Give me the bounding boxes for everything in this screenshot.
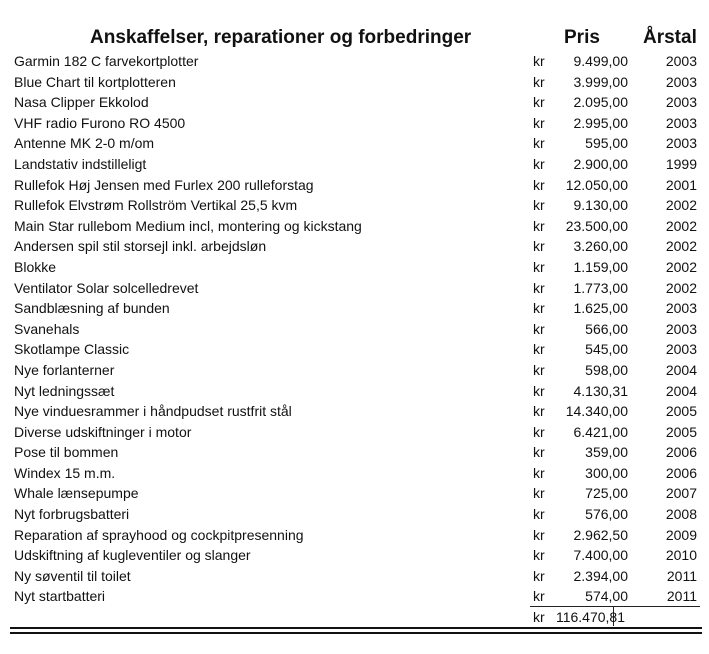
currency-label: kr: [533, 176, 545, 193]
year-value: 2004: [665, 361, 697, 378]
price-value: 359,00: [585, 444, 628, 461]
total-row: [0, 607, 709, 627]
item-description: Nyt forbrugsbatteri: [14, 506, 130, 523]
item-description: Nye vinduesrammer i håndpudset rustfrit stål: [14, 403, 292, 420]
item-description: Reparation af sprayhood og cockpitpresenning: [14, 526, 304, 543]
currency-label: kr: [533, 506, 545, 523]
price-column-header: Pris: [564, 27, 600, 48]
price-value: 1.625,00: [573, 300, 628, 317]
price-value: 566,00: [585, 320, 628, 337]
price-value: 3.999,00: [573, 73, 628, 90]
table-row: [0, 236, 709, 257]
currency-label: kr: [533, 588, 545, 605]
currency-label: kr: [533, 444, 545, 461]
currency-label: kr: [533, 217, 545, 234]
year-value: 2011: [666, 588, 697, 605]
item-description: Svanehals: [14, 320, 80, 337]
table-row: [0, 113, 709, 134]
year-value: 2003: [665, 300, 697, 317]
currency-label: kr: [533, 258, 545, 275]
table-row: [0, 422, 709, 443]
item-description: Diverse udskiftninger i motor: [14, 423, 192, 440]
table-row: [0, 257, 709, 278]
table-row: [0, 442, 709, 463]
item-description: VHF radio Furono RO 4500: [14, 114, 186, 131]
price-value: 574,00: [585, 588, 628, 605]
price-value: 4.130,31: [573, 382, 628, 399]
item-description: Andersen spil stil storsejl inkl. arbejdsløn: [14, 238, 267, 255]
item-description: Garmin 182 C farvekortplotter: [14, 53, 199, 69]
year-value: 2010: [665, 547, 697, 564]
currency-label: kr: [533, 485, 545, 502]
year-value: 2003: [665, 114, 697, 131]
table-row: [0, 463, 709, 484]
currency-label: kr: [533, 300, 545, 317]
price-value: 2.962,50: [573, 526, 628, 543]
item-description: Landstativ indstilleligt: [14, 155, 147, 172]
table-row: [0, 504, 709, 525]
price-value: 598,00: [585, 361, 628, 378]
total-amount: 116.470,81: [555, 609, 625, 625]
item-description: Antenne MK 2-0 m/om: [14, 135, 155, 152]
table-row: [0, 298, 709, 319]
year-value: 2002: [665, 217, 697, 234]
item-description: Nyt ledningssæt: [14, 382, 115, 399]
currency-label: kr: [533, 197, 545, 214]
year-value: 2003: [665, 53, 697, 69]
price-value: 1.159,00: [573, 258, 628, 275]
total-currency: kr: [533, 609, 545, 625]
currency-label: kr: [533, 135, 545, 152]
year-value: 2005: [665, 403, 697, 420]
year-value: 2006: [665, 444, 697, 461]
item-description: Ventilator Solar solcelledrevet: [14, 279, 199, 296]
table-row: [0, 319, 709, 340]
price-value: 2.095,00: [573, 94, 628, 111]
price-value: 1.773,00: [573, 279, 628, 296]
year-value: 2009: [665, 526, 697, 543]
price-value: 576,00: [585, 506, 628, 523]
year-value: 2003: [665, 73, 697, 90]
currency-label: kr: [533, 114, 545, 131]
price-value: 3.260,00: [573, 238, 628, 255]
price-value: 14.340,00: [565, 403, 628, 420]
currency-label: kr: [533, 567, 545, 584]
year-value: 1999: [665, 155, 697, 172]
table-row: [0, 525, 709, 546]
table-row: [0, 133, 709, 154]
currency-label: kr: [533, 238, 545, 255]
currency-label: kr: [533, 94, 545, 111]
item-description: Nyt startbatteri: [14, 588, 106, 605]
price-value: 2.900,00: [573, 155, 628, 172]
table-row: [0, 566, 709, 587]
year-value: 2005: [665, 423, 697, 440]
year-value: 2003: [665, 320, 697, 337]
table-title: Anskaffelser, reparationer og forbedringer: [90, 27, 472, 48]
item-description: Ny søventil til toilet: [14, 567, 131, 584]
currency-label: kr: [533, 403, 545, 420]
item-description: Nasa Clipper Ekkolod: [14, 94, 149, 111]
table-row: [0, 483, 709, 504]
currency-label: kr: [533, 341, 545, 358]
currency-label: kr: [533, 423, 545, 440]
item-description: Pose til bommen: [14, 444, 119, 461]
table-row: [0, 401, 709, 422]
year-value: 2008: [665, 506, 697, 523]
currency-label: kr: [533, 361, 545, 378]
currency-label: kr: [533, 464, 545, 481]
year-value: 2007: [665, 485, 697, 502]
currency-label: kr: [533, 279, 545, 296]
item-description: Rullefok Høj Jensen med Furlex 200 rulleforstag: [14, 176, 314, 193]
price-value: 9.499,00: [573, 53, 628, 69]
table-row: [0, 216, 709, 237]
year-value: 2004: [665, 382, 697, 399]
table-row: [0, 586, 709, 607]
year-value: 2006: [665, 464, 697, 481]
table-row: [0, 175, 709, 196]
price-value: 23.500,00: [565, 217, 628, 234]
price-value: 595,00: [585, 135, 628, 152]
item-description: Main Star rullebom Medium incl, montering og kickstang: [14, 217, 362, 234]
table-row: [0, 154, 709, 175]
table-row: [0, 381, 709, 402]
currency-label: kr: [533, 155, 545, 172]
table-row: [0, 545, 709, 566]
currency-label: kr: [533, 526, 545, 543]
price-value: 2.995,00: [573, 114, 628, 131]
item-description: Rullefok Elvstrøm Rollström Vertikal 25,5 kvm: [14, 197, 298, 214]
year-value: 2002: [665, 279, 697, 296]
price-value: 725,00: [585, 485, 628, 502]
item-description: Blue Chart til kortplotteren: [14, 73, 176, 90]
currency-label: kr: [533, 382, 545, 399]
price-value: 6.421,00: [573, 423, 628, 440]
price-value: 545,00: [585, 341, 628, 358]
table-row: [0, 51, 709, 72]
item-description: Nye forlanterner: [14, 361, 115, 378]
price-value: 300,00: [585, 464, 628, 481]
currency-label: kr: [533, 547, 545, 564]
double-underline-bottom: [10, 632, 702, 634]
table-row: [0, 360, 709, 381]
price-value: 7.400,00: [573, 547, 628, 564]
currency-label: kr: [533, 73, 545, 90]
year-value: 2001: [665, 176, 697, 193]
item-description: Windex 15 m.m.: [14, 464, 116, 481]
currency-label: kr: [533, 53, 545, 69]
double-underline-top: [10, 627, 702, 629]
currency-label: kr: [533, 320, 545, 337]
price-value: 9.130,00: [573, 197, 628, 214]
year-column-header: Årstal: [643, 27, 697, 48]
table-row: [0, 195, 709, 216]
item-description: Skotlampe Classic: [14, 341, 130, 358]
item-description: Blokke: [14, 258, 57, 275]
year-value: 2003: [665, 341, 697, 358]
year-value: 2002: [665, 238, 697, 255]
table-row: [0, 72, 709, 93]
table-row: [0, 278, 709, 299]
expense-table-body: [0, 51, 709, 607]
item-description: Sandblæsning af bunden: [14, 300, 170, 317]
year-value: 2003: [665, 135, 697, 152]
price-value: 12.050,00: [565, 176, 628, 193]
table-row: [0, 92, 709, 113]
year-value: 2003: [665, 94, 697, 111]
item-description: Whale lænsepumpe: [14, 485, 139, 502]
year-value: 2002: [665, 197, 697, 214]
year-value: 2011: [666, 567, 697, 584]
table-row: [0, 339, 709, 360]
year-value: 2002: [665, 258, 697, 275]
price-value: 2.394,00: [573, 567, 628, 584]
item-description: Udskiftning af kugleventiler og slanger: [14, 547, 251, 564]
